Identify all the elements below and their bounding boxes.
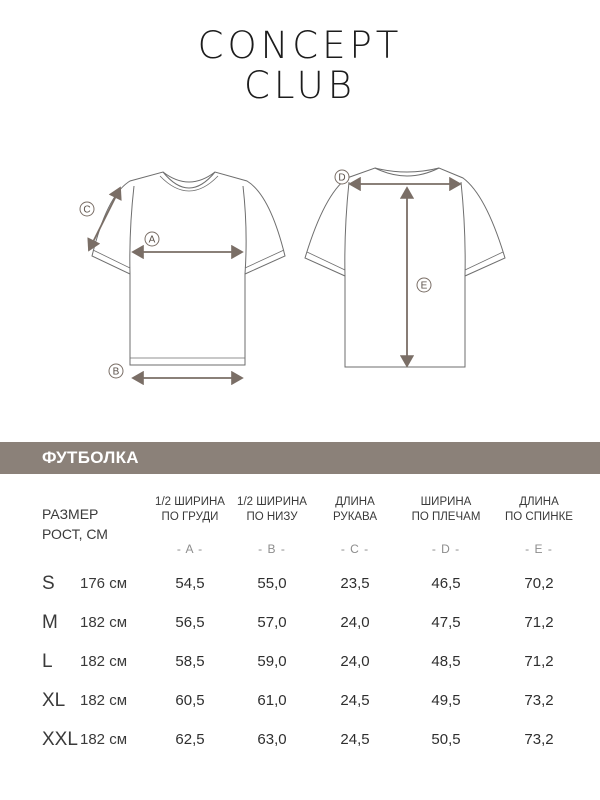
column-header-line: ПО СПИНКЕ [505, 511, 573, 523]
cell-value: 71,2 [524, 653, 554, 670]
column-header-c [305, 495, 405, 525]
cell-value: 63,0 [257, 731, 287, 748]
cell-value: 57,0 [257, 614, 287, 631]
column-code-d: - D - [431, 542, 461, 556]
cell-value: 47,5 [431, 614, 461, 631]
size-header-label: РАЗМЕР [42, 506, 99, 522]
cell-value: 61,0 [257, 692, 287, 709]
row-height: 182 см [80, 731, 128, 748]
svg-text:B: B [112, 366, 120, 378]
column-header-d [396, 495, 496, 525]
column-code-e: - E - [525, 542, 553, 556]
row-size: XL [42, 690, 66, 711]
tshirt-front [92, 172, 285, 365]
section-title: ФУТБОЛКА [42, 448, 139, 467]
svg-text:E: E [420, 280, 428, 292]
row-height: 176 см [80, 575, 128, 592]
tshirt-measurement-diagram [0, 150, 600, 400]
row-height: 182 см [80, 653, 128, 670]
column-header-line: ПО НИЗУ [246, 511, 298, 523]
column-code-c: - C - [340, 542, 370, 556]
brand-line-1: CONCEPT [197, 24, 403, 67]
height-header-label: РОСТ, СМ [42, 526, 108, 542]
marker-b [109, 364, 123, 378]
row-size: S [42, 573, 55, 594]
column-header-line: 1/2 ШИРИНА [155, 496, 225, 508]
svg-text:D: D [338, 172, 346, 184]
size-height-header [42, 504, 108, 544]
cell-value: 46,5 [431, 575, 461, 592]
column-header-line: РУКАВА [332, 511, 378, 523]
cell-value: 49,5 [431, 692, 461, 709]
tshirt-back [305, 168, 505, 367]
cell-value: 60,5 [175, 692, 205, 709]
row-height: 182 см [80, 692, 128, 709]
cell-value: 24,5 [340, 692, 370, 709]
cell-value: 71,2 [524, 614, 554, 631]
cell-value: 56,5 [175, 614, 205, 631]
column-header-line: ДЛИНА [519, 496, 559, 508]
cell-value: 24,0 [340, 614, 370, 631]
row-size: L [42, 651, 53, 672]
cell-value: 24,5 [340, 731, 370, 748]
marker-d [335, 170, 349, 184]
row-height: 182 см [80, 614, 128, 631]
cell-value: 55,0 [257, 575, 287, 592]
section-band [0, 442, 600, 474]
column-header-line: ПО ПЛЕЧАМ [411, 511, 481, 523]
cell-value: 48,5 [431, 653, 461, 670]
cell-value: 24,0 [340, 653, 370, 670]
svg-text:A: A [148, 234, 156, 246]
column-header-line: ШИРИНА [420, 496, 472, 508]
marker-a [145, 232, 159, 246]
cell-value: 62,5 [175, 731, 205, 748]
column-code-a: - A - [176, 542, 204, 556]
column-code-b: - B - [258, 542, 286, 556]
cell-value: 59,0 [257, 653, 287, 670]
marker-c [80, 202, 94, 216]
cell-value: 58,5 [175, 653, 205, 670]
cell-value: 73,2 [524, 731, 554, 748]
cell-value: 50,5 [431, 731, 461, 748]
brand-line-2: CLUB [244, 64, 356, 107]
column-header-line: ПО ГРУДИ [161, 511, 219, 523]
row-size: XXL [42, 729, 78, 750]
cell-value: 54,5 [175, 575, 205, 592]
column-header-e [489, 495, 589, 525]
column-header-line: 1/2 ШИРИНА [237, 496, 307, 508]
cell-value: 70,2 [524, 575, 554, 592]
cell-value: 73,2 [524, 692, 554, 709]
marker-e [417, 278, 431, 292]
row-size: M [42, 612, 58, 633]
column-header-line: ДЛИНА [335, 496, 375, 508]
cell-value: 23,5 [340, 575, 370, 592]
svg-text:C: C [83, 204, 91, 216]
